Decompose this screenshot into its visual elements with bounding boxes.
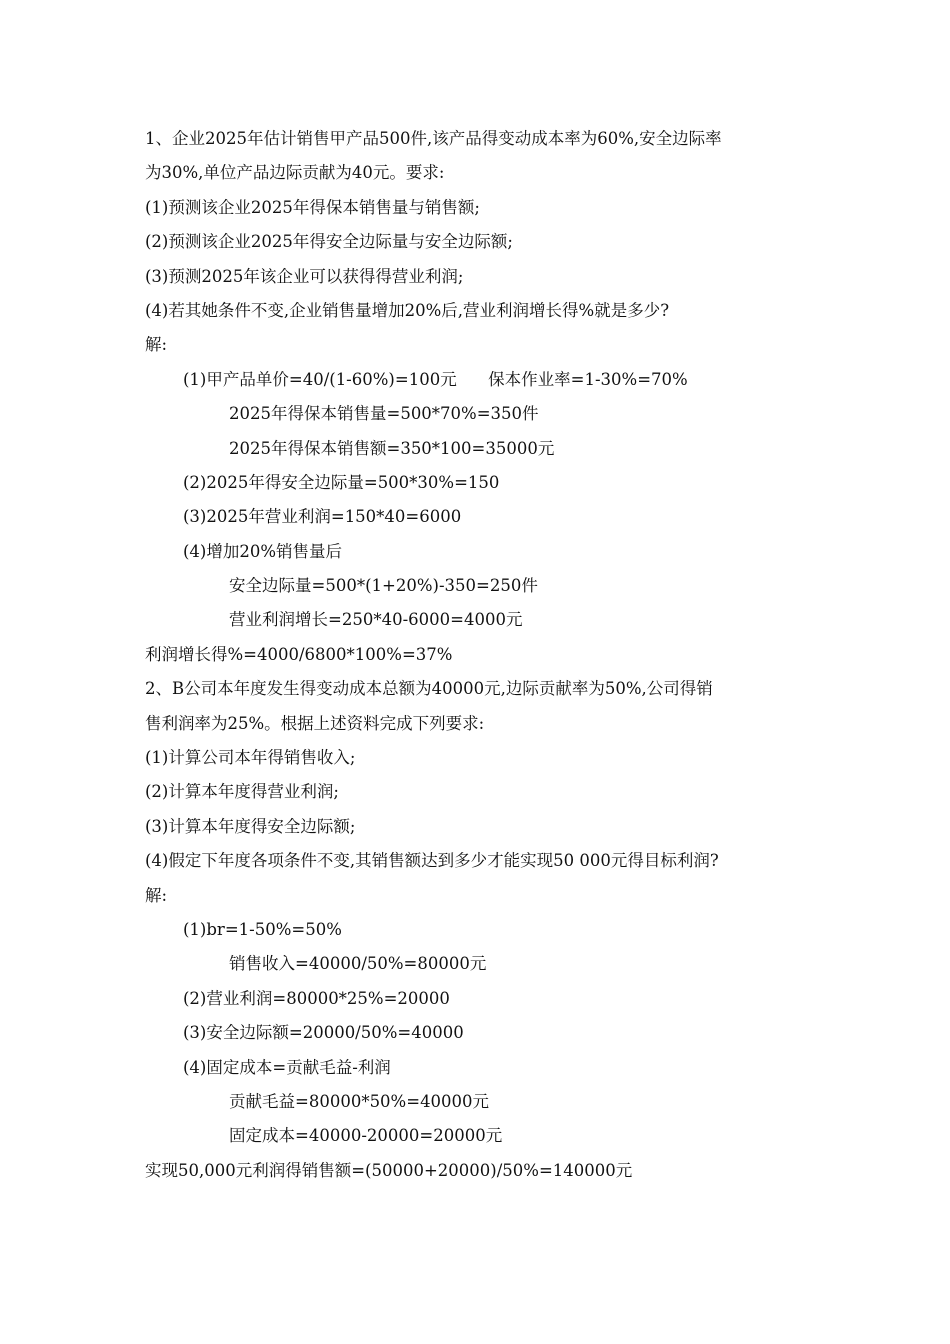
problem2-requirement-1: (1)计算公司本年得销售收入;	[145, 748, 356, 768]
problem1-requirement-1: (1)预测该企业2025年得保本销售量与销售额;	[145, 197, 480, 217]
problem2-question-line: 售利润率为25%。根据上述资料完成下列要求:	[145, 713, 485, 733]
problem2-solution-step: 销售收入=40000/50%=80000元	[229, 954, 487, 974]
problem1-solution-step: 2025年得保本销售量=500*70%=350件	[229, 404, 539, 424]
problem1-requirement-3: (3)预测2025年该企业可以获得得营业利润;	[145, 266, 464, 286]
problem1-requirement-4: (4)若其她条件不变,企业销售量增加20%后,营业利润增长得%就是多少?	[145, 300, 670, 320]
problem1-solution-step: (4)增加20%销售量后	[183, 541, 343, 561]
problem2-solution-label: 解:	[145, 885, 168, 905]
problem2-requirement-3: (3)计算本年度得安全边际额;	[145, 816, 356, 836]
problem1-solution-result: 利润增长得%=4000/6800*100%=37%	[145, 644, 453, 664]
problem2-solution-step: (4)固定成本=贡献毛益-利润	[183, 1057, 391, 1077]
problem1-question-line: 为30%,单位产品边际贡献为40元。要求:	[145, 163, 445, 183]
problem1-solution-label: 解:	[145, 335, 168, 355]
problem1-solution-step: (1)甲产品单价=40/(1-60%)=100元 保本作业率=1-30%=70%	[183, 369, 688, 389]
problem1-question-line: 1、企业2025年估计销售甲产品500件,该产品得变动成本率为60%,安全边际率	[145, 129, 722, 148]
problem2-requirement-4: (4)假定下年度各项条件不变,其销售额达到多少才能实现50 000元得目标利润?	[145, 851, 719, 871]
problem1-requirement-2: (2)预测该企业2025年得安全边际量与安全边际额;	[145, 232, 513, 252]
problem1-solution-step: 营业利润增长=250*40-6000=4000元	[229, 610, 523, 630]
problem1-solution-step: 2025年得保本销售额=350*100=35000元	[229, 438, 555, 458]
problem1-solution-step: (2)2025年得安全边际量=500*30%=150	[183, 472, 500, 492]
problem2-solution-step: (1)br=1-50%=50%	[183, 919, 342, 939]
problem2-solution-step: 贡献毛益=80000*50%=40000元	[229, 1091, 490, 1111]
problem2-solution-step: 固定成本=40000-20000=20000元	[229, 1126, 503, 1146]
problem2-solution-result: 实现50,000元利润得销售额=(50000+20000)/50%=140000元	[145, 1160, 633, 1180]
problem2-solution-step: (3)安全边际额=20000/50%=40000	[183, 1023, 464, 1043]
problem2-solution-step: (2)营业利润=80000*25%=20000	[183, 988, 450, 1008]
problem2-question-line: 2、B公司本年度发生得变动成本总额为40000元,边际贡献率为50%,公司得销	[145, 679, 713, 699]
problem1-solution-step: (3)2025年营业利润=150*40=6000	[183, 507, 462, 527]
problem2-requirement-2: (2)计算本年度得营业利润;	[145, 782, 339, 802]
problem1-solution-step: 安全边际量=500*(1+20%)-350=250件	[229, 576, 538, 596]
document-body	[145, 122, 825, 1188]
